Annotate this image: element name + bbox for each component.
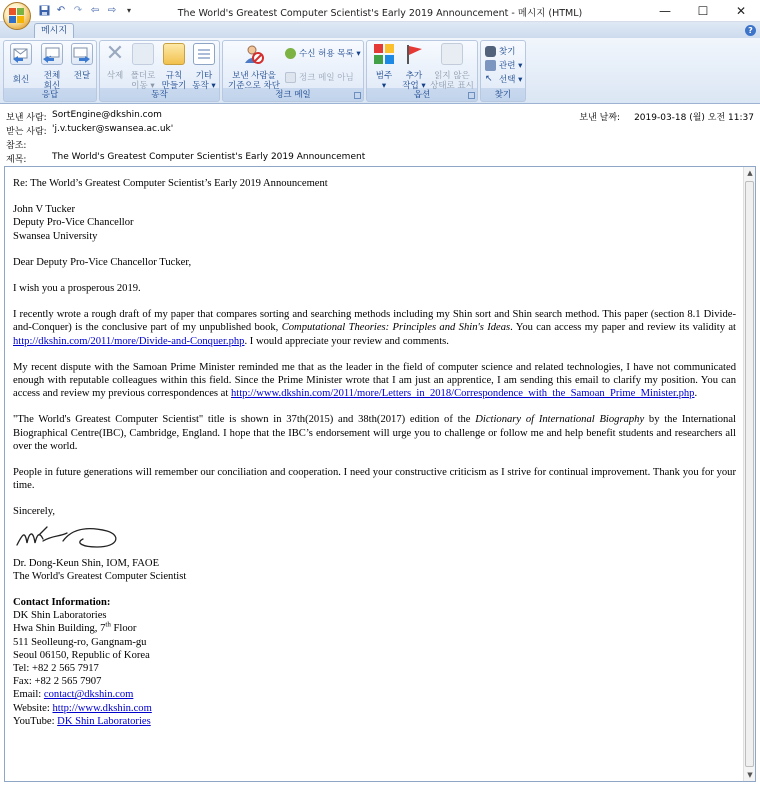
delete-button[interactable] <box>102 43 128 81</box>
group-find <box>480 40 526 102</box>
to-row <box>6 124 173 137</box>
sent-label: 보낸 날짜: <box>579 113 621 123</box>
sent-value: 2019-03-18 (월) 오전 11:37 <box>634 113 754 123</box>
p2-text-a: My recent dispute with the Samoan Prime Minister reminded me that as the leader in the field of computer science and related technologies, I have not communicated enough with reputable colleagues within this field. Since the Prime Minister wrote that I am just an apprentice, I am sending this email to clarify my position. You can access and review my previous correspondences at <box>13 361 736 400</box>
ribbon-tab-bar <box>0 22 760 38</box>
subject-row <box>6 152 365 165</box>
block-sender-icon <box>243 43 265 65</box>
paragraph-3 <box>13 413 736 453</box>
samoan-correspondence-link[interactable]: http://www.dkshin.com/2011/more/Letters_in_2018/Correspondence_with_the_Samoan_Prime_Minister.php <box>230 388 695 400</box>
forward-label: 전달 <box>73 71 91 81</box>
contact-website-link[interactable]: http://www.dkshin.com <box>52 702 152 714</box>
group-junk-mail <box>222 40 364 102</box>
p1-text-a: I recently wrote a rough draft of my paper that compares sorting and searching methods including my Shin sort and Shin search method. This paper (section 8.1 Divide-and-Conquer) is the conclusive part of my unpublished book, <box>13 309 736 334</box>
sent-date <box>579 110 754 123</box>
contact-youtube-label: YouTube: <box>13 715 58 727</box>
mark-unread-button[interactable] <box>429 43 475 91</box>
related-button[interactable] <box>485 59 522 71</box>
contact-building-sup: th <box>105 620 111 629</box>
cc-label: 참조: <box>6 141 27 151</box>
safe-list-button[interactable] <box>285 47 361 59</box>
reply-all-label-1: 전체 <box>43 71 61 81</box>
group-actions-label: 동작 <box>151 90 168 100</box>
contact-building <box>13 620 137 635</box>
other-actions-icon <box>193 43 215 65</box>
not-junk-button[interactable] <box>285 71 354 83</box>
help-icon[interactable]: ? <box>745 25 756 36</box>
subject-value: The World's Greatest Computer Scientist's Early 2019 Announcement <box>52 152 366 162</box>
options-dialog-launcher[interactable] <box>468 92 475 99</box>
handwritten-signature <box>13 521 123 553</box>
categorize-button[interactable] <box>369 43 399 91</box>
save-icon[interactable] <box>37 4 51 17</box>
other-label-1: 기타 <box>195 71 213 81</box>
p1-text-b: . You can access my paper and review its validity at <box>510 322 736 334</box>
reply-all-icon <box>41 43 63 65</box>
to-label: 받는 사람: <box>6 127 47 137</box>
reply-label: 회신 <box>12 75 30 85</box>
message-body <box>13 177 736 728</box>
categorize-label-2: ▾ <box>381 81 387 91</box>
closing: Sincerely, <box>13 506 55 518</box>
flag-icon <box>403 43 425 65</box>
vertical-scrollbar[interactable] <box>743 167 755 781</box>
redo-icon[interactable]: ↷ <box>73 5 83 16</box>
wish-line: I wish you a prosperous 2019. <box>13 283 141 295</box>
paragraph-1 <box>13 308 736 348</box>
message-header <box>0 105 760 165</box>
safe-list-icon <box>285 48 296 59</box>
contact-building-floor: Floor <box>110 623 137 635</box>
move-label-1: 폴더로 <box>130 71 156 81</box>
contact-email-label: Email: <box>13 689 44 701</box>
contact-tel: Tel: +82 2 565 7917 <box>13 663 99 675</box>
unread-label-1: 읽지 않은 <box>434 71 470 81</box>
delete-label: 삭제 <box>106 71 124 81</box>
categorize-icon <box>373 43 395 65</box>
group-find-label: 찾기 <box>494 90 512 100</box>
rules-icon <box>163 43 185 65</box>
close-button[interactable]: ✕ <box>735 4 747 18</box>
recipient-name: John V Tucker <box>13 204 76 216</box>
p2-text-b: . <box>694 388 698 400</box>
recipient-title: Deputy Pro-Vice Chancellor <box>13 217 134 229</box>
previous-item-icon[interactable]: ⇦ <box>90 5 100 16</box>
divide-and-conquer-link[interactable]: http://dkshin.com/2011/more/Divide-and-Conquer.php <box>13 335 245 347</box>
move-to-folder-button[interactable] <box>129 43 157 91</box>
find-button[interactable] <box>485 45 515 57</box>
safe-list-label: 수신 허용 목록 ▾ <box>299 49 361 59</box>
contact-email-link[interactable]: contact@dkshin.com <box>43 689 134 701</box>
salutation: Dear Deputy Pro-Vice Chancellor Tucker, <box>13 256 192 268</box>
paragraph-2 <box>13 361 736 401</box>
p1-text-c: . I would appreciate your review and comments. <box>244 335 449 347</box>
from-value[interactable]: SortEngine@dkshin.com <box>52 110 162 120</box>
contact-org: DK Shin Laboratories <box>13 610 107 622</box>
p3-book-title: Dictionary of International Biography <box>475 414 645 426</box>
not-junk-icon <box>285 72 296 83</box>
mark-unread-icon <box>441 43 463 65</box>
forward-button[interactable] <box>68 43 96 81</box>
p3-text-a: "The World's Greatest Computer Scientist" title is shown in 37th(2015) and 38th(2017) edition of the <box>13 414 476 426</box>
other-actions-button[interactable] <box>190 43 218 91</box>
subject-label: 제목: <box>6 155 27 165</box>
reply-all-label-2: 회신 <box>43 81 61 91</box>
move-label-2: 이동 ▾ <box>131 81 155 91</box>
group-junk-label: 정크 메일 <box>275 90 311 100</box>
scroll-up-icon[interactable]: ▲ <box>747 169 753 177</box>
other-label-2: 동작 ▾ <box>192 81 216 91</box>
block-sender-button[interactable] <box>225 43 283 91</box>
contact-youtube-link[interactable]: DK Shin Laboratories <box>57 715 151 727</box>
from-row <box>6 110 162 123</box>
window-controls <box>646 0 760 22</box>
to-value[interactable]: 'j.v.tucker@swansea.ac.uk' <box>52 124 174 134</box>
cc-row <box>6 138 52 151</box>
follow-up-button[interactable] <box>399 43 429 91</box>
scroll-down-icon[interactable]: ▼ <box>747 771 753 779</box>
related-label: 관련 ▾ <box>499 61 523 71</box>
select-label: 선택 ▾ <box>499 75 523 85</box>
contact-building-text: Hwa Shin Building, 7 <box>13 623 106 635</box>
delete-icon: ✕ <box>105 41 125 66</box>
related-icon <box>485 60 496 71</box>
select-button[interactable] <box>485 73 522 85</box>
window-title: The World's Greatest Computer Scientist's Early 2019 Announcement - 메시지 (HTML) <box>177 8 583 19</box>
block-label-1: 보낸 사람을 <box>232 71 276 81</box>
junk-dialog-launcher[interactable] <box>354 92 361 99</box>
contact-city: Seoul 06150, Republic of Korea <box>13 649 150 661</box>
from-label: 보낸 사람: <box>6 113 47 123</box>
contact-website-label: Website: <box>13 702 53 714</box>
cursor-icon: ↖ <box>485 73 493 84</box>
recipient-address <box>13 203 736 243</box>
contact-street: 511 Seolleung-ro, Gangnam-gu <box>13 636 147 648</box>
reply-all-button[interactable] <box>37 43 67 91</box>
forward-icon <box>71 43 93 65</box>
reply-icon <box>10 43 32 65</box>
unread-label-2: 상태로 표시 <box>430 81 474 91</box>
categorize-label-1: 범주 <box>375 71 393 81</box>
signature-name: Dr. Dong-Keun Shin, IOM, FAOE <box>13 557 160 569</box>
maximize-button[interactable]: ☐ <box>697 4 709 18</box>
p1-book-title: Computational Theories: Principles and Shin's Ideas <box>281 322 511 334</box>
not-junk-label: 정크 메일 아님 <box>299 73 354 83</box>
recipient-org: Swansea University <box>13 230 98 242</box>
customize-toolbar-icon[interactable]: ▾ <box>126 6 131 15</box>
reply-button[interactable] <box>7 43 35 85</box>
office-logo-icon <box>9 8 25 24</box>
rules-label-1: 규칙 <box>165 71 183 81</box>
contact-block <box>13 596 736 728</box>
contact-fax: Fax: +82 2 565 7907 <box>13 676 102 688</box>
paragraph-4: People in future generations will remember our conciliation and cooperation. I need your constructive criticism as I strive for continual improvement. Thank you for your time. <box>13 467 736 492</box>
re-line: Re: The World’s Greatest Computer Scientist’s Early 2019 Announcement <box>13 178 328 189</box>
rules-label-2: 만들기 <box>161 81 187 91</box>
block-label-2: 기준으로 차단 <box>228 81 280 91</box>
group-respond-label: 응답 <box>41 90 59 100</box>
group-options <box>366 40 478 102</box>
undo-icon[interactable]: ↶ <box>56 5 66 16</box>
signature-block <box>13 557 736 583</box>
signature-title: The World's Greatest Computer Scientist <box>13 570 187 582</box>
tab-message[interactable]: 메시지 <box>34 23 74 38</box>
find-label: 찾기 <box>499 47 516 57</box>
follow-up-label-1: 추가 <box>405 71 423 81</box>
binoculars-icon <box>485 46 496 57</box>
office-button[interactable] <box>3 2 31 30</box>
group-options-label: 옵션 <box>413 90 431 100</box>
minimize-button[interactable]: — <box>659 4 671 18</box>
quick-access-toolbar <box>37 4 136 17</box>
contact-heading: Contact Information: <box>13 597 111 609</box>
group-respond <box>3 40 97 102</box>
follow-up-label-2: 작업 ▾ <box>402 81 426 91</box>
create-rule-button[interactable] <box>159 43 189 91</box>
ribbon <box>0 38 760 104</box>
scroll-thumb[interactable] <box>745 181 754 767</box>
title-bar <box>0 0 760 22</box>
move-folder-icon <box>132 43 154 65</box>
next-item-icon[interactable]: ⇨ <box>107 5 117 16</box>
p3-text-b: by the International Biographical Centre(IBC), Cambridge, England. I hope that the IBC’s endorsement will urge you to challenge or follow me and help benefit students and researchers all over the world. <box>13 414 736 452</box>
group-actions <box>99 40 220 102</box>
message-body-pane[interactable] <box>4 166 756 782</box>
